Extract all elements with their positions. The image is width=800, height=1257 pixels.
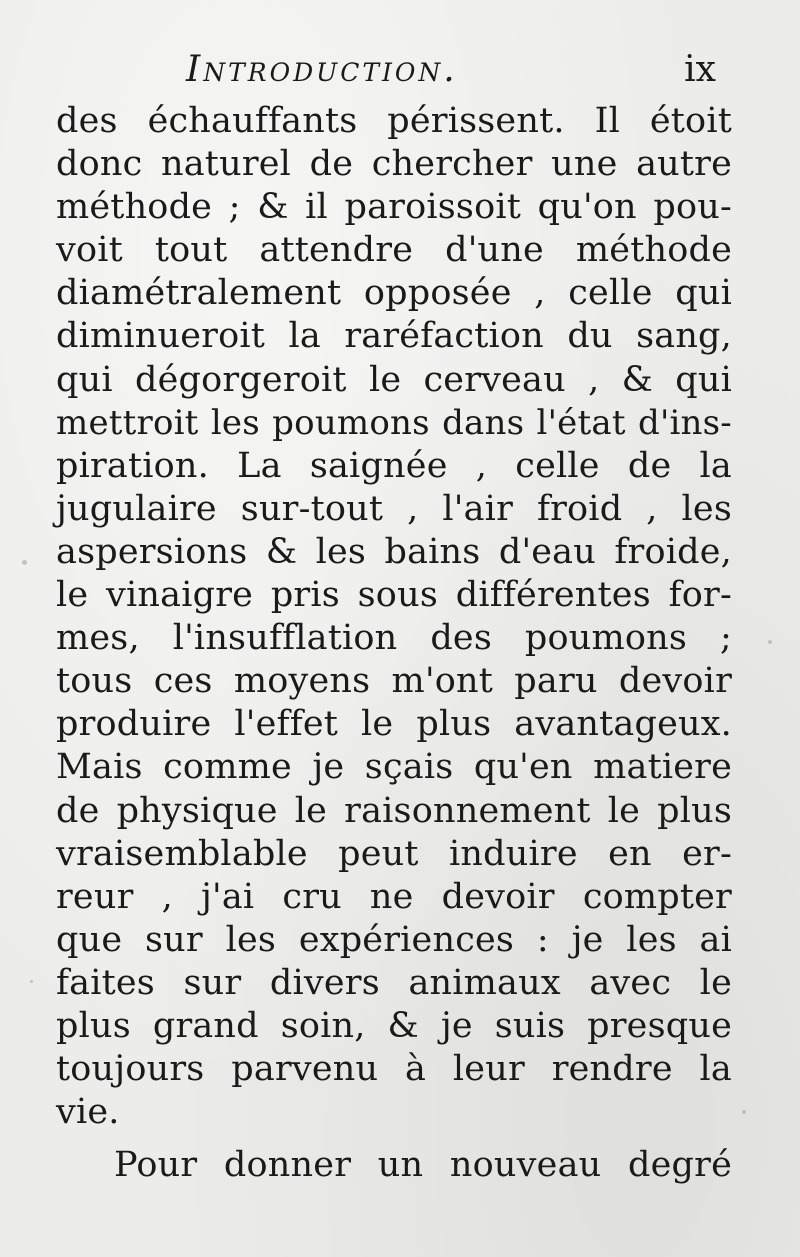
paper-speck — [30, 980, 33, 983]
text-line: voit tout attendre d'une méthode — [56, 230, 732, 271]
text-line: diamétralement opposée , celle qui — [56, 273, 732, 314]
text-line: de physique le raisonnement le plus — [56, 790, 732, 831]
text-line: vie. — [56, 1092, 120, 1133]
text-line: que sur les expériences : je les ai — [56, 919, 732, 960]
page-number: ix — [684, 49, 716, 90]
text-line: mes, l'insufflation des poumons ; — [56, 618, 732, 659]
text-line: diminueroit la raréfaction du sang, — [56, 316, 732, 357]
paper-speck — [22, 560, 27, 565]
text-line: le vinaigre pris sous différentes for- — [56, 575, 732, 616]
text-line: mettroit les poumons dans l'état d'ins- — [56, 402, 732, 443]
paper-speck — [742, 1110, 746, 1114]
text-line: vraisemblable peut induire en er- — [56, 833, 732, 874]
text-line: donc naturel de chercher une autre — [56, 144, 732, 185]
text-line: plus grand soin, & je suis presque — [56, 1005, 732, 1046]
paper-speck — [768, 640, 772, 644]
text-line: reur , j'ai cru ne devoir compter — [56, 876, 732, 917]
text-line: Mais comme je sçais qu'en matiere — [56, 747, 732, 788]
text-line: aspersions & les bains d'eau froide, — [56, 531, 732, 572]
paragraph-gap — [56, 1134, 732, 1144]
text-line: des échauffants périssent. Il étoit — [56, 101, 732, 141]
text-line: toujours parvenu à leur rendre la — [56, 1049, 732, 1090]
text-line: tous ces moyens m'ont paru devoir — [56, 661, 732, 702]
text-line: qui dégorgeroit le cerveau , & qui — [56, 359, 732, 400]
text-line: méthode ; & il paroissoit qu'on pou- — [56, 187, 732, 228]
paragraph-first-line: Pour donner un nouveau degré — [114, 1145, 732, 1186]
body-text — [56, 100, 732, 1187]
text-line: produire l'effet le plus avantageux. — [56, 704, 732, 745]
text-line: faites sur divers animaux avec le — [56, 962, 732, 1003]
running-head — [186, 44, 726, 96]
text-line: piration. La saignée , celle de la — [56, 445, 732, 486]
running-title: Introduction. — [186, 49, 458, 90]
text-line: jugulaire sur-tout , l'air froid , les — [56, 488, 732, 529]
